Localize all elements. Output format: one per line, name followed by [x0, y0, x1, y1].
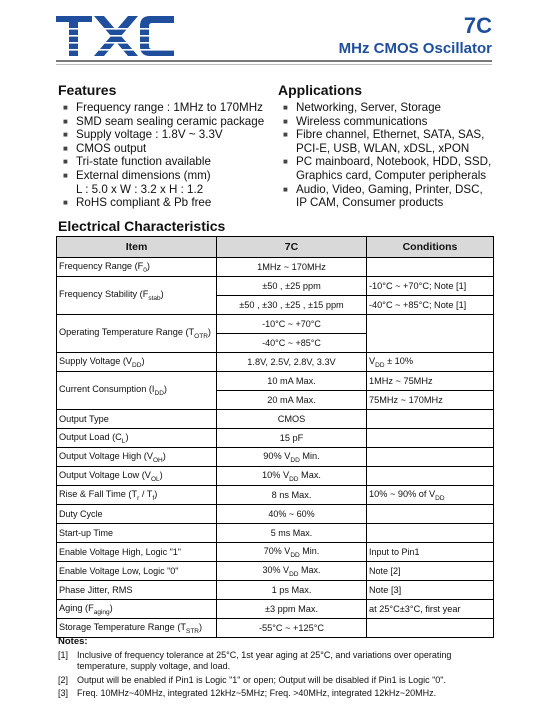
table-row [57, 277, 494, 296]
row-label: Start-up Time [57, 524, 217, 543]
row-condition: -40°C ~ +85°C; Note [1] [367, 296, 494, 315]
table-row [57, 543, 494, 562]
row-condition [367, 258, 494, 277]
row-condition: -10°C ~ +70°C; Note [1] [367, 277, 494, 296]
model-number: 7C [463, 13, 492, 38]
row-condition [367, 467, 494, 486]
row-condition: 1MHz ~ 75MHz [367, 372, 494, 391]
row-label: Storage Temperature Range $(T_{STR})$ [57, 619, 217, 638]
row-condition [367, 505, 494, 524]
list-item: ■ Networking, Server, Storage [283, 101, 441, 114]
txc-logo [56, 14, 176, 58]
col-header-item: Item [57, 237, 217, 258]
row-label: Supply Voltage $(V_{DD})$ [57, 353, 217, 372]
row-value: 1.8V, 2.5V, 2.8V, 3.3V [217, 353, 367, 372]
row-value: 30% $V_{DD}$ Max. [217, 562, 367, 581]
row-value: -10°C ~ +70°C [217, 315, 367, 334]
list-item: ■ Audio, Video, Gaming, Printer, DSC, [283, 182, 483, 196]
row-value: -40°C ~ +85°C [217, 334, 367, 353]
row-value: 70% $V_{DD}$ Min. [217, 543, 367, 562]
row-label: Output Type [57, 410, 217, 429]
row-label: Enable Voltage High, Logic "1" [57, 543, 217, 562]
product-subtitle: MHz CMOS Oscillator [338, 40, 492, 57]
list-item: ■ CMOS output [63, 141, 147, 155]
table-row [57, 562, 494, 581]
row-value: -55°C ~ +125°C [217, 619, 367, 638]
table-row [57, 372, 494, 391]
table-row [57, 410, 494, 429]
row-value: 5 ms Max. [217, 524, 367, 543]
table-row [57, 619, 494, 638]
row-value: 10% $V_{DD}$ Max. [217, 467, 367, 486]
row-condition: Note [2] [367, 562, 494, 581]
table-row [57, 258, 494, 277]
table-row [57, 353, 494, 372]
row-label: Output Voltage Low $(V_{OL})$ [57, 467, 217, 486]
table-row [57, 524, 494, 543]
row-label: Output Voltage High $(V_{OH})$ [57, 448, 217, 467]
row-condition [367, 315, 494, 353]
applications-title: Applications [278, 82, 363, 98]
table-row [57, 600, 494, 619]
table-row [57, 448, 494, 467]
header-divider [56, 60, 492, 62]
row-value: 1MHz ~ 170MHz [217, 258, 367, 277]
header-divider-thin [56, 64, 492, 65]
applications-list [282, 101, 491, 210]
row-label: Frequency Stability $(F_{stab})$ [57, 277, 217, 315]
row-condition: Note [3] [367, 581, 494, 600]
features-title: Features [58, 82, 117, 98]
row-label: Rise & Fall Time $(T_r / T_f)$ [57, 486, 217, 505]
row-condition [367, 429, 494, 448]
table-header-row [57, 237, 494, 258]
electrical-title: Electrical Characteristics [58, 218, 226, 234]
row-value: ±50 , ±25 ppm [217, 277, 367, 296]
row-value: 90% $V_{DD}$ Min. [217, 448, 367, 467]
row-condition [367, 619, 494, 638]
table-row [57, 505, 494, 524]
row-value: ±50 , ±30 , ±25 , ±15 ppm [217, 296, 367, 315]
list-item: ■ Wireless communications [283, 114, 428, 128]
list-item-sub: PCI-E, USB, WLAN, xDSL, xPON [296, 141, 470, 155]
row-label: Enable Voltage Low, Logic "0" [57, 562, 217, 581]
list-item: ■ Fibre channel, Ethernet, SATA, SAS, [283, 128, 485, 142]
row-label: Aging $(F_{aging})$ [57, 600, 217, 619]
row-condition: 10% ~ 90% of $V_{DD}$ [367, 486, 494, 505]
list-item: ■ PC mainboard, Notebook, HDD, SSD, [283, 155, 492, 169]
list-item: ■ SMD seam sealing ceramic package [63, 114, 265, 128]
row-condition: 75MHz ~ 170MHz [367, 391, 494, 410]
list-item-sub: Graphics card, Computer peripherals [296, 168, 487, 182]
list-item: ■ External dimensions (mm) [63, 168, 211, 182]
list-item: ■ Tri-state function available [63, 155, 211, 169]
table-row [57, 486, 494, 505]
row-condition: at 25°C±3°C, first year [367, 600, 494, 619]
table-row [57, 315, 494, 334]
row-label: Operating Temperature Range $(T_{OTR})$ [57, 315, 217, 353]
row-condition: Input to Pin1 [367, 543, 494, 562]
row-value: 8 ns Max. [217, 486, 367, 505]
col-header-model: 7C [217, 237, 367, 258]
row-value: 15 pF [217, 429, 367, 448]
row-condition [367, 448, 494, 467]
table-row [57, 581, 494, 600]
row-value: 1 ps Max. [217, 581, 367, 600]
row-condition [367, 410, 494, 429]
row-label: Phase Jitter, RMS [57, 581, 217, 600]
row-value: 10 mA Max. [217, 372, 367, 391]
list-item: ■ Supply voltage : 1.8V ~ 3.3V [63, 128, 223, 142]
note-item: [1] Inclusive of frequency tolerance at 25°C, 1st year aging at 25°C, and variations over operating temperature, supply voltage, and load. [58, 650, 452, 671]
row-value: 40% ~ 60% [217, 505, 367, 524]
list-item-sub: IP CAM, Consumer products [296, 196, 444, 210]
list-item: ■ RoHS compliant & Pb free [63, 196, 212, 210]
electrical-characteristics-table [56, 236, 494, 638]
table-row [57, 467, 494, 486]
note-item: [2] Output will be enabled if Pin1 is Logic "1" or open; Output will be disabled if Pin1 is Logic "0". [58, 675, 446, 685]
note-item: [3] Freq. 10MHz~40MHz, integrated 12kHz~5MHz; Freq. >40MHz, integrated 12kHz~20MHz. [58, 688, 437, 698]
row-label: Frequency Range $(F_0)$ [57, 258, 217, 277]
list-item-sub: L : 5.0 x W : 3.2 x H : 1.2 [76, 182, 204, 196]
list-item: ■ Frequency range : 1MHz to 170MHz [63, 101, 263, 114]
row-condition [367, 524, 494, 543]
row-label: Current Consumption $(I_{DD})$ [57, 372, 217, 410]
row-value: CMOS [217, 410, 367, 429]
row-value: ±3 ppm Max. [217, 600, 367, 619]
row-value: 20 mA Max. [217, 391, 367, 410]
row-label: Duty Cycle [57, 505, 217, 524]
notes-title: Notes: [58, 636, 88, 647]
row-label: Output Load $(C_L)$ [57, 429, 217, 448]
col-header-conditions: Conditions [367, 237, 494, 258]
table-row [57, 429, 494, 448]
features-list [62, 101, 264, 210]
row-condition: $V_{DD} \pm 10\%$ [367, 353, 494, 372]
